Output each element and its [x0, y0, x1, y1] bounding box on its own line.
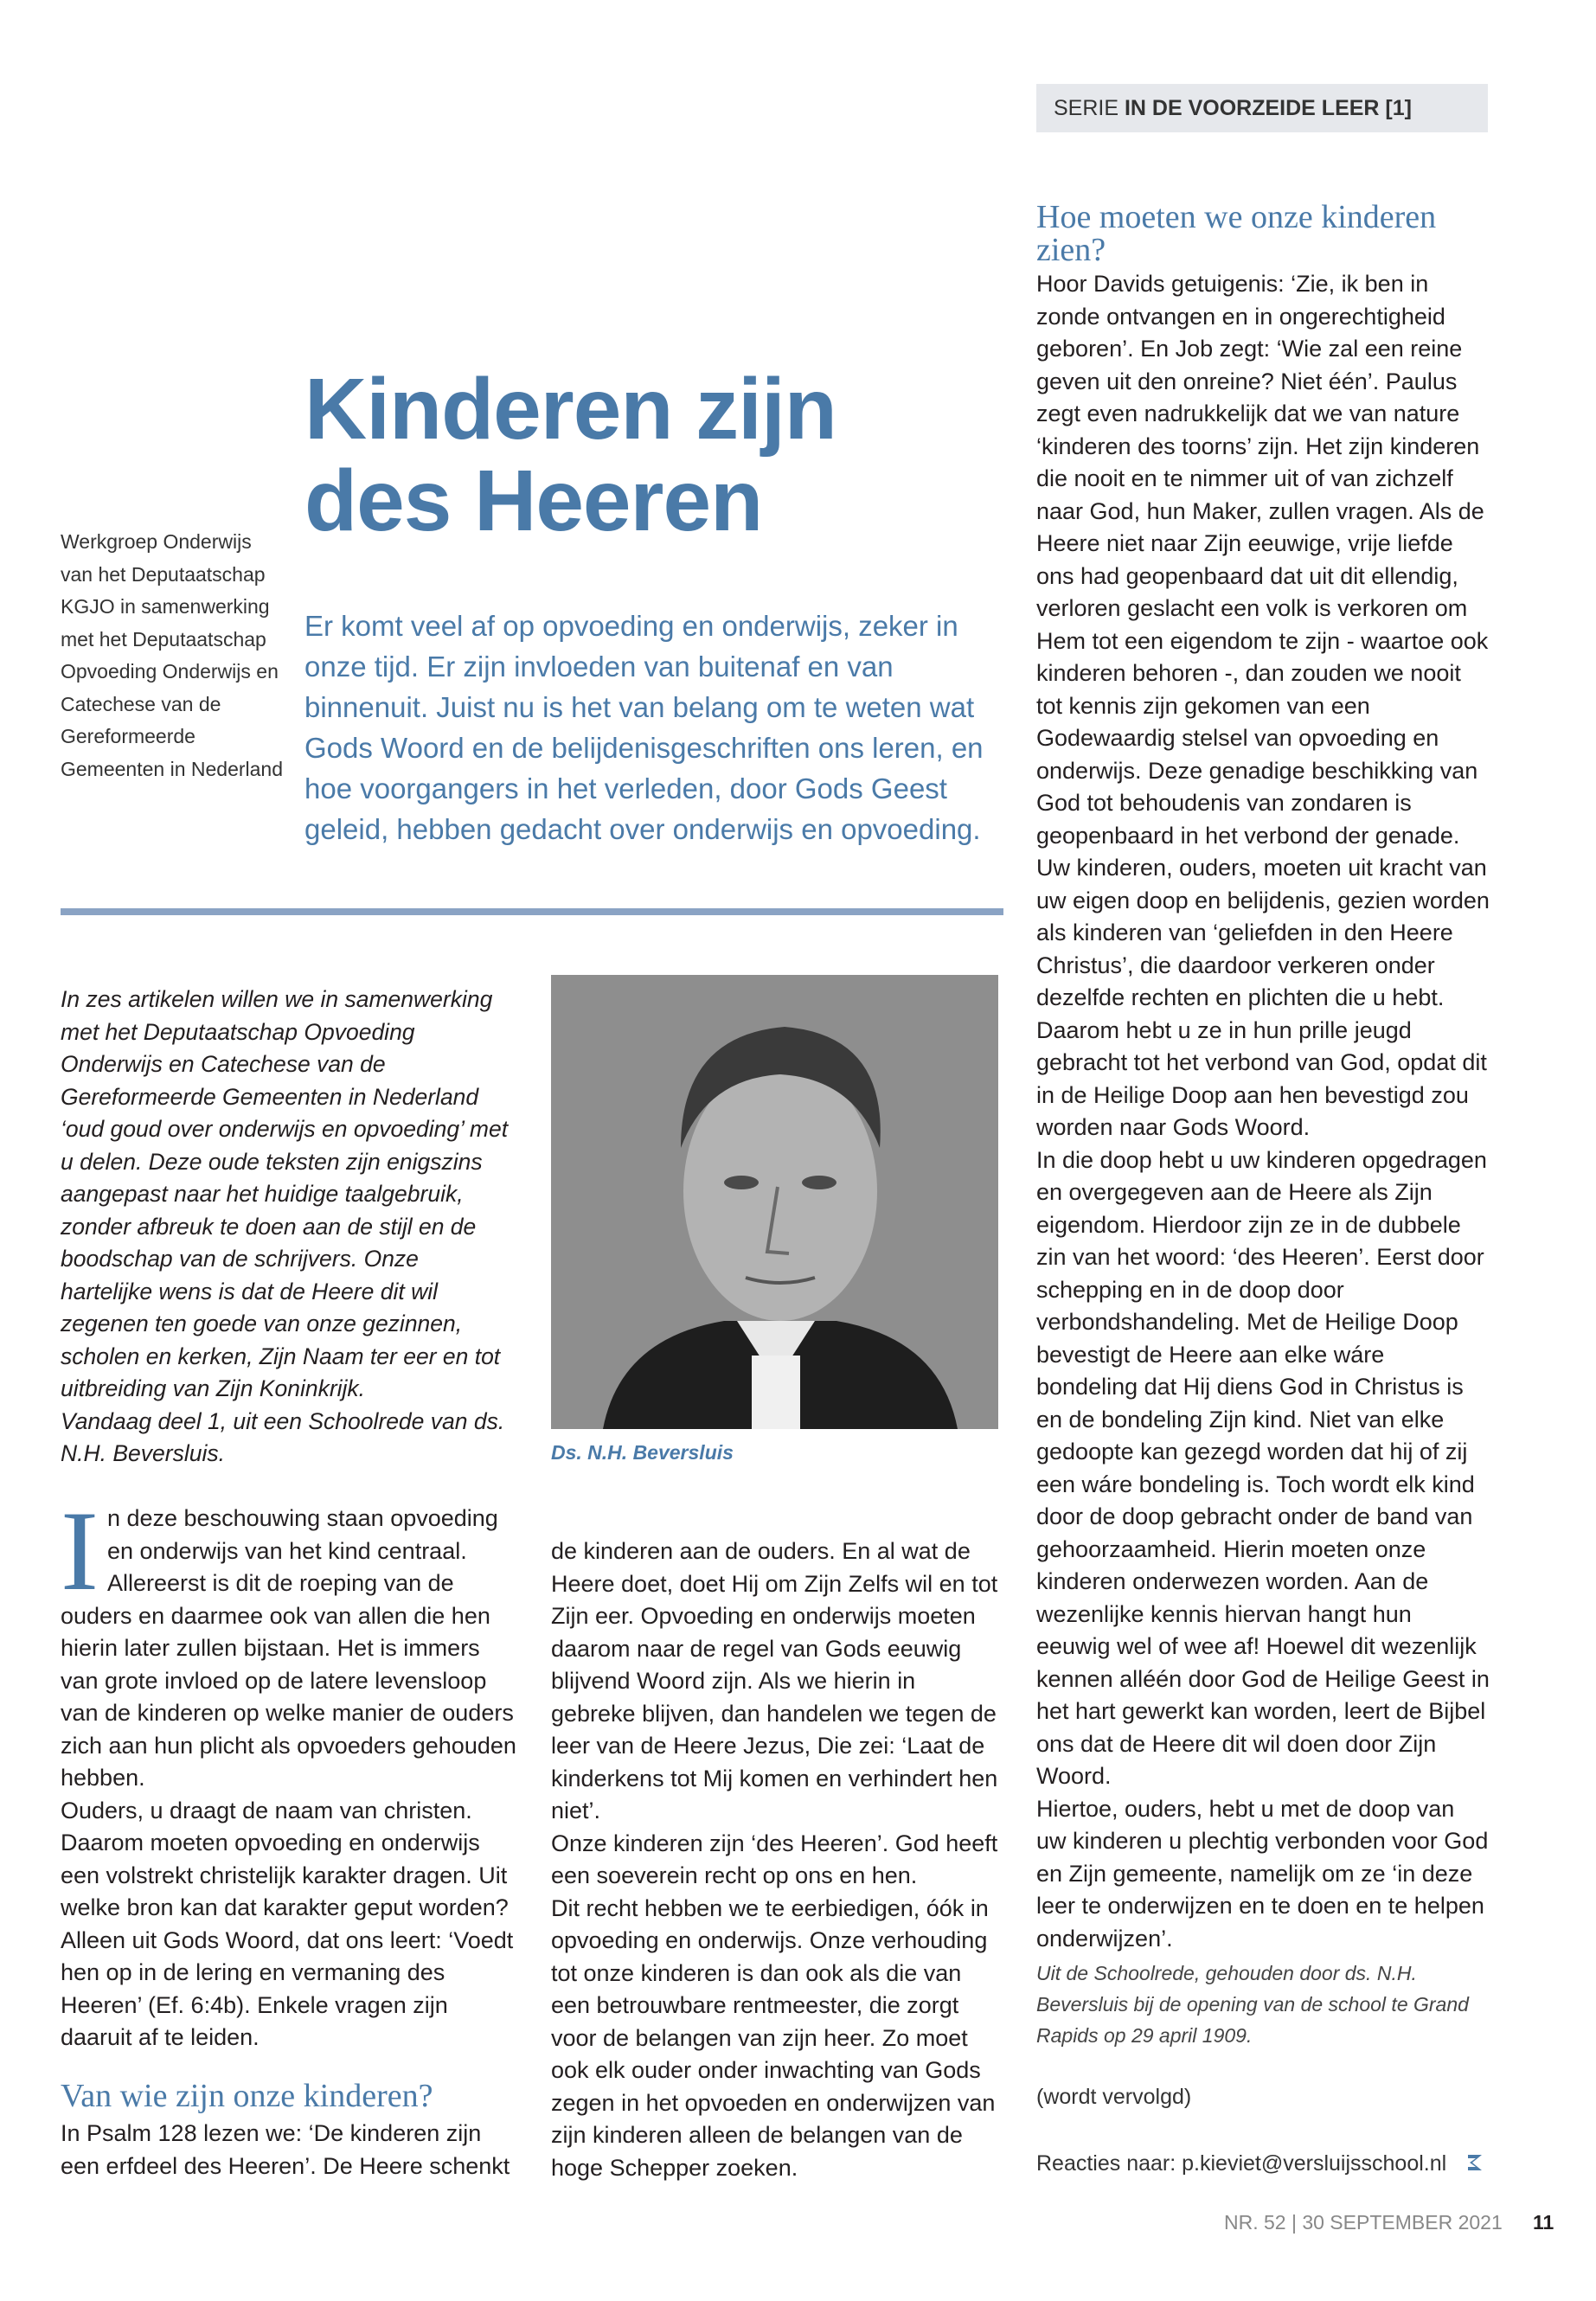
school-logo-icon	[1465, 2151, 1484, 2174]
title-line-2: des Heeren	[304, 452, 763, 549]
series-name: IN DE VOORZEIDE LEER [1]	[1124, 96, 1412, 120]
section-heading: Van wie zijn onze kinderen?	[61, 2078, 433, 2114]
paragraph: Hiertoe, ouders, hebt u met de doop van uw kinderen u plechtig verbonden voor God en Zijn gemeente, namelijk om ze ‘in deze leer te onderwijzen en te doen en te helpen onderwijzen’.	[1036, 1795, 1489, 1952]
contact-email[interactable]: Reacties naar: p.kieviet@versluijsschool.nl	[1036, 2151, 1447, 2176]
drop-cap: I	[61, 1487, 99, 1614]
section-heading: Hoe moeten we onze kinderen zien?	[1036, 199, 1437, 268]
lead-text	[61, 984, 510, 1471]
lead-paragraph: In zes artikelen willen we in samenwerking met het Deputaatschap Opvoeding Onderwijs en Catechese van de Gereformeerde Gemeenten in Nederland ‘oud goud over onderwijs en opvoeding’ met u delen. Deze oude teksten zijn enigszins aangepast naar het huidige taalgebruik, zonder afbreuk te doen aan de stijl en de boodschap van de schrijvers. Onze hartelijke wens is dat de Heere dit wil zegenen ten goede van onze gezinnen, scholen en kerken, Zijn Naam ter eer en tot uitbreiding van Zijn Koninkrijk.	[61, 986, 509, 1401]
lead-source: Vandaag deel 1, uit een Schoolrede van ds. N.H. Beversluis.	[61, 1407, 505, 1466]
issue-info: NR. 52 | 30 SEPTEMBER 2021	[1224, 2211, 1503, 2234]
paragraph: In Psalm 128 lezen we: ‘De kinderen zijn een erfdeel des Heeren’. De Heere schenkt	[61, 2120, 510, 2179]
paragraph: Ouders, u draagt de naam van christen. Daarom moeten opvoeding en onderwijs een volstrekt christelijk karakter dragen. Uit welke bron kan dat karakter geput worden? Alleen uit Gods Woord, dat ons leert: ‘Voedt hen op in de lering en vermaning des Heeren’ (Ef. 6:4b). Enkele vragen zijn daaruit af te leiden.	[61, 1797, 514, 2050]
page-number: 11	[1533, 2211, 1554, 2234]
portrait-illustration	[551, 975, 998, 1429]
source-note: Uit de Schoolrede, gehouden door ds. N.H. Beversluis bij de opening van de school te Grand Rapids op 29 april 1909.	[1036, 1962, 1469, 2047]
paragraph	[61, 1487, 519, 1795]
paragraph: de kinderen aan de ouders. En al wat de Heere doet, doet Hij om Zijn Zelfs wil en tot Zijn eer. Opvoeding en onderwijs moeten daarom naar de regel van Gods eeuwig blijvend Woord zijn. Als we hierin in gebreke blijven, dan handelen we tegen de leer van de Heere Jezus, Die zei: ‘Laat de kinderkens tot Mij komen en verhindert hen niet’.	[551, 1538, 998, 1823]
author-sidebar: Werkgroep Onderwijs van het Deputaatschap KGJO in samenwerking met het Deputaatschap Opvoeding Onderwijs en Catechese van de Gereformeerde Gemeenten in Nederland	[61, 530, 283, 780]
paragraph: In die doop hebt u uw kinderen opgedragen en overgegeven aan de Heere als Zijn eigendom. Hierdoor zijn ze in de dubbele zin van het woord: ‘des Heeren’. Eerst door schepping en in de doop door verbondshandeling. Met de Heilige Doop bevestigt de Heere aan elke wáre bondeling dat Hij diens God in Christus is en de bondeling Zijn kind. Niet van elke gedoopte kan gezegd worden dat hij of zij een wáre bondeling is. Toch wordt elk kind door de doop gebracht onder de band van gehoorzaamheid. Hierin moeten onze kinderen onderwezen worden. Aan de wezenlijke kennis hiervan hangt hun eeuwig wel of wee af! Hoewel dit wezenlijk kennen alléén door God de Heilige Geest in het hart gewerkt kan worden, leert de Bijbel ons dat de Heere dit wil doen door Zijn Woord.	[1036, 1146, 1490, 1789]
paragraph: Onze kinderen zijn ‘des Heeren’. God heeft een soeverein recht op ons en hen.	[551, 1830, 998, 1888]
column-3-body	[1036, 268, 1490, 1955]
divider-rule	[61, 908, 1003, 915]
paragraph: Dit recht hebben we te eerbiedigen, óók in opvoeding en onderwijs. Onze verhouding tot onze kinderen is dan ook als die van een betrouwbare rentmeester, die zorgt voor de belangen van zijn heer. Zo moet ook elk ouder onder inwachting van Gods zegen in het opvoeden en onderwijzen van zijn kinderen alleen de belangen van de hoge Schepper zoeken.	[551, 1894, 996, 2181]
continued-note: (wordt vervolgd)	[1036, 2085, 1192, 2109]
paragraph-text: n deze beschouwing staan opvoeding en onderwijs van het kind centraal. Allereerst is dit de roeping van de ouders en daarmee ook van allen die hen hierin later zullen bijstaan. Het is immers van grote invloed op de latere levensloop van de kinderen op welke manier de ouders zich aan hun plicht als opvoeders gehouden hebben.	[61, 1505, 516, 1791]
series-banner	[1036, 84, 1488, 132]
portrait-photo	[551, 975, 998, 1429]
title-line-1: Kinderen zijn	[304, 361, 836, 458]
column-1-body	[61, 1487, 519, 2054]
intro-paragraph: Er komt veel af op opvoeding en onderwijs, zeker in onze tijd. Er zijn invloeden van buitenaf en van binnenuit. Juist nu is het van belang om te weten wat Gods Woord en de belijdenisgeschriften ons leren, en hoe voorgangers in het verleden, door Gods Geest geleid, hebben gedacht over onderwijs en opvoeding.	[304, 610, 984, 845]
photo-caption: Ds. N.H. Beversluis	[551, 1441, 734, 1464]
article-title	[304, 363, 997, 547]
paragraph: Hoor Davids getuigenis: ‘Zie, ik ben in zonde ontvangen en in ongerechtigheid geboren’. En Job zegt: ‘Wie zal een reine geven uit den onreine? Niet één’. Paulus zegt even nadrukkelijk dat we van nature ‘kinderen des toorns’ zijn. Het zijn kinderen die nooit en te nimmer uit of van zichzelf naar God, hun Maker, zullen vragen. Als de Heere niet naar Zijn eeuwige, vrije liefde ons had geopenbaard dat uit dit ellendig, verloren geslacht een volk is verkoren om Hem tot een eigendom te zijn - waartoe ook kinderen behoren -, dan zouden we nooit tot kennis zijn gekomen van een Godewaardig stelsel van opvoeding en onderwijs. Deze genadige beschikking van God tot behoudenis van zondaren is geopenbaard in het verbond der genade. Uw kinderen, ouders, moeten uit kracht van uw eigen doop en belijdenis, gezien worden als kinderen van ‘geliefden in den Heere Christus’, die daardoor verkeren onder dezelfde rechten en plichten die u hebt. Daarom hebt u ze in hun prille jeugd gebracht tot het verbond van God, opdat dit in de Heilige Doop aan hen bevestigd zou worden naar Gods Woord.	[1036, 271, 1490, 1140]
series-prefix: SERIE	[1054, 96, 1119, 120]
column-2-body	[551, 1535, 1001, 2184]
